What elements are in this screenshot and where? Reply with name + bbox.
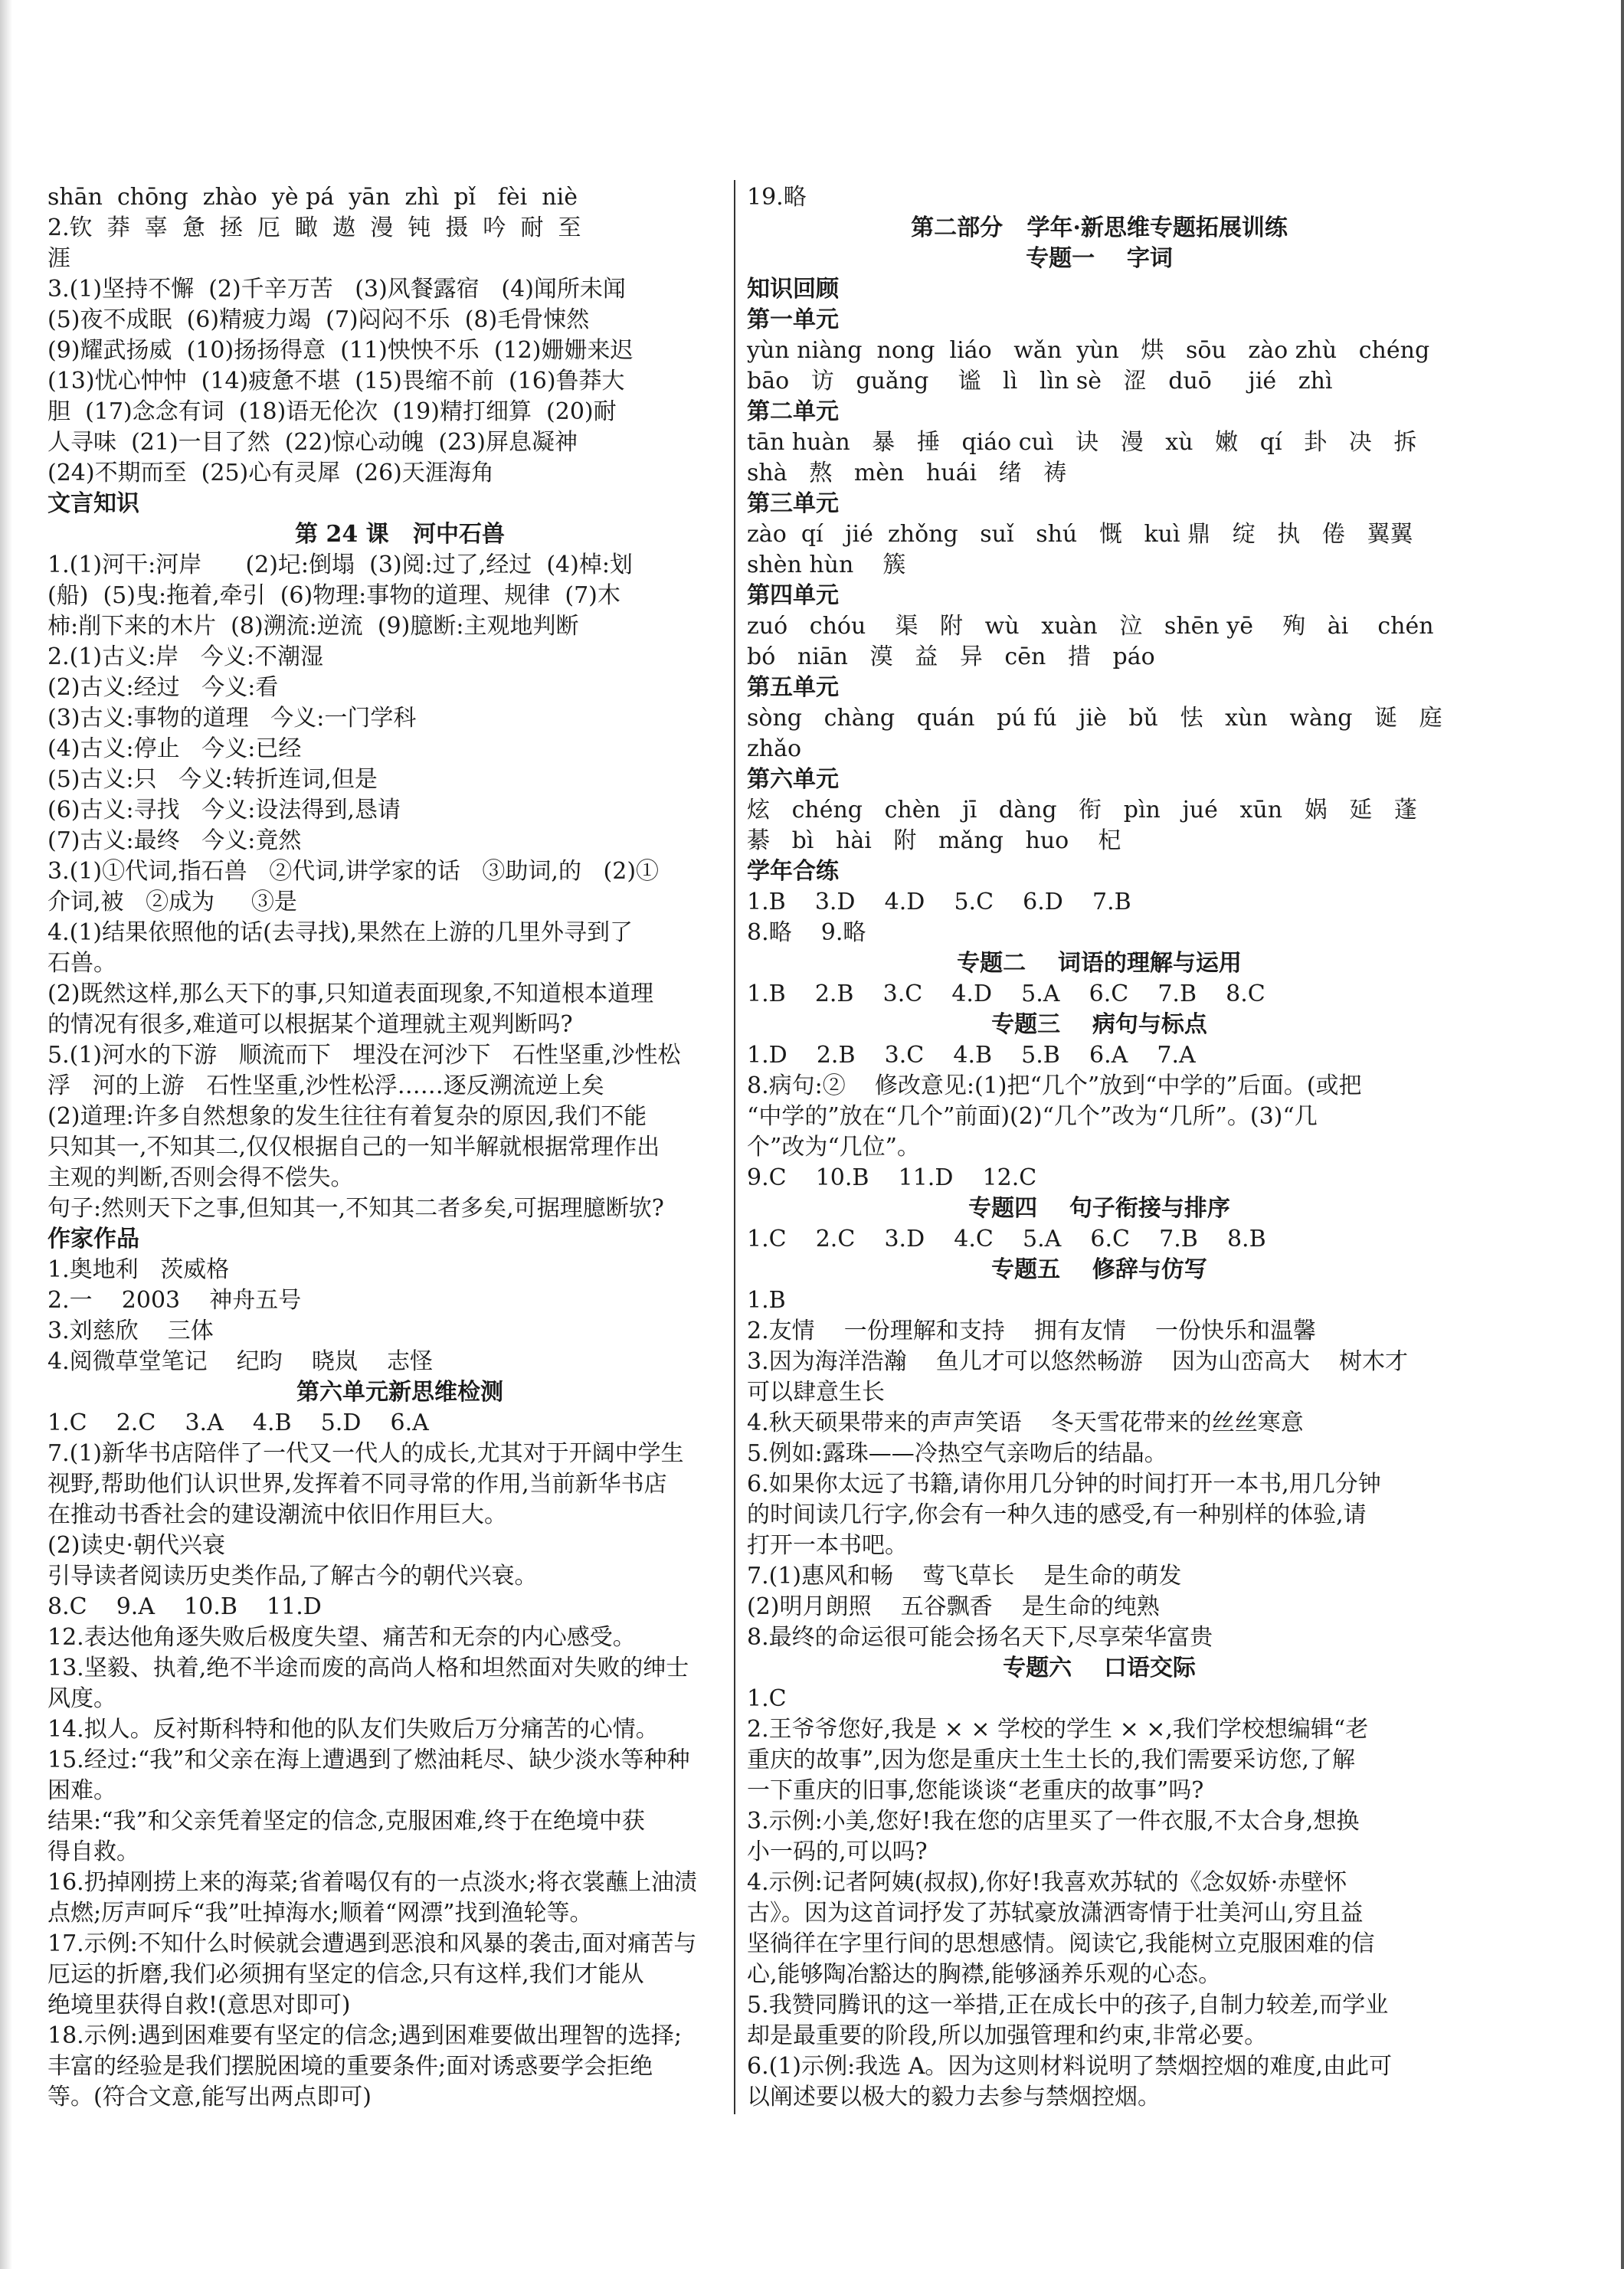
text-line: 1.B 3.D 4.D 5.C 6.D 7.B (747, 889, 1131, 915)
text-line: 却是最重要的阶段,所以加强管理和约束,非常必要。 (747, 2022, 1268, 2049)
text-line: 古》。因为这首词抒发了苏轼豪放潇洒寄情于壮美河山,穷且益 (747, 1900, 1364, 1927)
text-line: 6.如果你太远了书籍,请你用几分钟的时间打开一本书,用几分钟 (747, 1471, 1381, 1498)
text-line: 主观的判断,否则会得不偿失。 (47, 1164, 354, 1191)
text-line: 风度。 (47, 1685, 116, 1712)
text-line: 8.略 9.略 (747, 919, 866, 946)
text-line: (2)既然这样,那么天下的事,只知道表面现象,不知道根本道理 (47, 981, 654, 1007)
text-line: (6)古义:寻找 今义:设法得到,恳请 (47, 797, 401, 823)
text-line: (4)古义:停止 今义:已经 (47, 735, 302, 762)
text-line: 打开一本书吧。 (747, 1532, 908, 1559)
text-line: (2)明月朗照 五谷飘香 是生命的纯熟 (747, 1593, 1160, 1620)
section-heading: 第二单元 (747, 398, 839, 425)
text-line: 3.刘慈欣 三体 (47, 1318, 214, 1344)
text-line: 5.例如:露珠——冷热空气亲吻后的结晶。 (747, 1440, 1167, 1467)
section-title: 专题四 句子衔接与排序 (968, 1195, 1230, 1222)
text-line: 一下重庆的旧事,您能谈谈“老重庆的故事”吗? (747, 1777, 1204, 1804)
text-line: 个”改为“几位”。 (747, 1134, 921, 1161)
section-title: 专题一 字词 (1026, 245, 1173, 272)
text-line: 在推动书香社会的建设潮流中依旧作用巨大。 (47, 1501, 507, 1528)
text-line: bó niān 漠 益 异 cēn 措 páo (747, 643, 1155, 670)
text-line: 得自救。 (47, 1838, 139, 1865)
section-title: 第二部分 学年·新思维专题拓展训练 (911, 214, 1288, 241)
text-line: 厄运的折磨,我们必须拥有坚定的信念,只有这样,我们才能从 (47, 1961, 644, 1988)
text-line: 12.表达他角逐失败后极度失望、痛苦和无奈的内心感受。 (47, 1624, 636, 1651)
text-line: 心,能够陶冶豁达的胸襟,能够涵养乐观的心态。 (747, 1961, 1222, 1988)
text-line: 结果:“我”和父亲凭着坚定的信念,克服困难,终于在绝境中获 (47, 1808, 645, 1835)
text-line: (2)道理:许多自然想象的发生往往有着复杂的原因,我们不能 (47, 1103, 647, 1130)
text-line: 1.(1)河干:河岸 (2)圮:倒塌 (3)阅:过了,经过 (4)棹:划 (47, 552, 633, 578)
text-line: 1.C (747, 1685, 787, 1712)
text-line: 9.C 10.B 11.D 12.C (747, 1164, 1037, 1191)
text-line: “中学的”放在“几个”前面)(2)“几个”改为“几所”。(3)“几 (747, 1103, 1318, 1130)
text-line: shèn hùn 簇 (747, 552, 906, 578)
text-line: 人寻味 (21)一目了然 (22)惊心动魄 (23)屏息凝神 (47, 429, 578, 456)
text-line: 4.示例:记者阿姨(叔叔),你好!我喜欢苏轼的《念奴娇·赤壁怀 (747, 1869, 1347, 1896)
text-line: 引导读者阅读历史类作品,了解古今的朝代兴衰。 (47, 1563, 538, 1590)
text-line: 19.略 (747, 184, 807, 211)
text-line: zhǎo (747, 735, 802, 762)
left-column (47, 182, 752, 2113)
text-line: 2.王爷爷您好,我是 × × 学校的学生 × ×,我们学校想编辑“老 (747, 1716, 1369, 1743)
text-line: 1.D 2.B 3.C 4.B 5.B 6.A 7.A (747, 1042, 1196, 1069)
text-line: (5)夜不成眠 (6)精疲力竭 (7)闷闷不乐 (8)毛骨悚然 (47, 306, 590, 333)
text-line: 18.示例:遇到困难要有坚定的信念;遇到困难要做出理智的选择; (47, 2022, 683, 2049)
text-line: (船) (5)曳:拖着,牵引 (6)物理:事物的道理、规律 (7)木 (47, 582, 620, 609)
text-line: 小一码的,可以吗? (747, 1838, 928, 1865)
text-line: (2)古义:经过 今义:看 (47, 674, 279, 701)
section-heading: 作家作品 (47, 1226, 139, 1252)
section-heading: 学年合练 (747, 858, 839, 885)
text-line: 6.(1)示例:我选 A。因为这则材料说明了禁烟控烟的难度,由此可 (747, 2053, 1392, 2080)
text-line: 的时间读几行字,你会有一种久违的感受,有一种别样的体验,请 (747, 1501, 1367, 1528)
text-line: 石兽。 (47, 950, 116, 977)
text-line: (2)读史·朝代兴衰 (47, 1532, 226, 1559)
text-line: 3.示例:小美,您好!我在您的店里买了一件衣服,不太合身,想换 (747, 1808, 1360, 1835)
text-line: 句子:然则天下之事,但知其一,不知其二者多矣,可据理臆断欤? (47, 1195, 664, 1222)
section-title: 专题二 词语的理解与运用 (957, 950, 1242, 977)
text-line: 绝境里获得自救!(意思对即可) (47, 1992, 351, 2019)
text-line: (3)古义:事物的道理 今义:一门学科 (47, 705, 417, 732)
text-line: 涯 (47, 245, 70, 272)
text-line: 点燃;厉声呵斥“我”吐掉海水;顺着“网漂”找到渔轮等。 (47, 1900, 593, 1927)
text-line: 7.(1)惠风和畅 莺飞草长 是生命的萌发 (747, 1563, 1182, 1590)
text-line: zào qí jié zhǒng suǐ shú 慨 kuì 鼎 绽 执 倦 翼翼 (747, 521, 1413, 548)
text-line: 4.(1)结果依照他的话(去寻找),果然在上游的几里外寻到了 (47, 919, 634, 946)
text-line: 胆 (17)念念有词 (18)语无伦次 (19)精打细算 (20)耐 (47, 398, 617, 425)
text-line: 重庆的故事”,因为您是重庆土生土长的,我们需要采访您,了解 (747, 1747, 1355, 1773)
text-line: 2.钦 莽 辜 惫 拯 厄 瞰 遨 漫 钝 摄 吟 耐 至 (47, 214, 581, 241)
text-line: yùn niàng nong liáo wǎn yùn 烘 sōu zào zhù chéng (747, 337, 1430, 364)
section-heading: 文言知识 (47, 490, 139, 517)
page-edge-rule (1621, 0, 1624, 2269)
text-line: 16.扔掉刚捞上来的海菜;省着喝仅有的一点淡水;将衣裳蘸上油渍 (47, 1869, 697, 1896)
text-line: 3.因为海洋浩瀚 鱼儿才可以悠然畅游 因为山峦高大 树木才 (747, 1348, 1409, 1375)
text-line: 4.阅微草堂笔记 纪昀 晓岚 志怪 (47, 1348, 434, 1375)
page-spine-shadow (0, 0, 12, 2269)
section-heading: 知识回顾 (747, 276, 839, 303)
text-line: 1.奥地利 茨威格 (47, 1256, 230, 1283)
text-line: 浮 河的上游 石性坚重,沙性松浮……逐反溯流逆上矣 (47, 1072, 604, 1099)
text-line: 以阐述要以极大的毅力去参与禁烟控烟。 (747, 2084, 1161, 2110)
text-line: zuó chóu 渠 附 wù xuàn 泣 shēn yē 殉 ài chén (747, 613, 1434, 640)
section-title: 专题三 病句与标点 (991, 1011, 1207, 1038)
text-line: 5.我赞同腾讯的这一举措,正在成长中的孩子,自制力较差,而学业 (747, 1992, 1389, 2019)
text-line: 视野,帮助他们认识世界,发挥着不同寻常的作用,当前新华书店 (47, 1471, 667, 1498)
text-line: 15.经过:“我”和父亲在海上遭遇到了燃油耗尽、缺少淡水等种种 (47, 1747, 690, 1773)
text-line: 1.B (747, 1287, 786, 1314)
text-line: 丰富的经验是我们摆脱困境的重要条件;面对诱惑要学会拒绝 (47, 2053, 653, 2080)
text-line: 8.最终的命运很可能会扬名天下,尽享荣华富贵 (747, 1624, 1213, 1651)
text-line: 13.坚毅、执着,绝不半途而废的高尚人格和坦然面对失败的绅士 (47, 1655, 689, 1681)
text-line: 14.拟人。反衬斯科特和他的队友们失败后万分痛苦的心情。 (47, 1716, 659, 1743)
text-line: sòng chàng quán pú fú jiè bǔ 怯 xùn wàng 诞 庭 (747, 705, 1442, 732)
text-line: tān huàn 暴 捶 qiáo cuì 诀 漫 xù 嫩 qí 卦 决 拆 (747, 429, 1417, 456)
text-line: 可以肆意生长 (747, 1379, 885, 1406)
text-line: 3.(1)①代词,指石兽 ②代词,讲学家的话 ③助词,的 (2)① (47, 858, 660, 885)
section-heading: 第四单元 (747, 582, 839, 609)
text-line: 介词,被 ②成为 ③是 (47, 889, 297, 915)
text-line: 等。(符合文意,能写出两点即可) (47, 2084, 372, 2110)
text-line: shà 熬 mèn huái 绪 祷 (747, 460, 1067, 486)
column-divider (734, 180, 735, 2114)
text-line: 綦 bì hài 附 mǎng huo 杞 (747, 827, 1121, 854)
text-line: (7)古义:最终 今义:竟然 (47, 827, 302, 854)
text-line: 4.秋天硕果带来的声声笑语 冬天雪花带来的丝丝寒意 (747, 1410, 1304, 1436)
text-line: (13)忧心忡忡 (14)疲惫不堪 (15)畏缩不前 (16)鲁莽大 (47, 368, 625, 395)
text-line: 1.C 2.C 3.A 4.B 5.D 6.A (47, 1410, 429, 1436)
text-line: 2.友情 一份理解和支持 拥有友情 一份快乐和温馨 (747, 1318, 1317, 1344)
text-line: 17.示例:不知什么时候就会遭遇到恶浪和风暴的袭击,面对痛苦与 (47, 1930, 697, 1957)
section-heading: 第五单元 (747, 674, 839, 701)
text-line: 2.一 2003 神舟五号 (47, 1287, 302, 1314)
right-column (747, 182, 1452, 2113)
text-line: bāo 访 guǎng 谧 lì lìn sè 涩 duō jié zhì (747, 368, 1333, 395)
text-line: (9)耀武扬威 (10)扬扬得意 (11)怏怏不乐 (12)姗姗来迟 (47, 337, 634, 364)
text-line: (24)不期而至 (25)心有灵犀 (26)天涯海角 (47, 460, 494, 486)
text-line: 3.(1)坚持不懈 (2)千辛万苦 (3)风餐露宿 (4)闻所未闻 (47, 276, 626, 303)
text-line: 炫 chéng chèn jī dàng 衔 pìn jué xūn 娲 延 蓬 (747, 797, 1417, 823)
text-line: (5)古义:只 今义:转折连词,但是 (47, 766, 378, 793)
text-line: shān chōng zhào yè pá yān zhì pǐ fèi niè (47, 184, 578, 211)
text-line: 5.(1)河水的下游 顺流而下 埋没在河沙下 石性坚重,沙性松 (47, 1042, 681, 1069)
text-line: 1.B 2.B 3.C 4.D 5.A 6.C 7.B 8.C (747, 981, 1265, 1007)
text-line: 的情况有很多,难道可以根据某个道理就主观判断吗? (47, 1011, 573, 1038)
text-line: 8.C 9.A 10.B 11.D (47, 1593, 322, 1620)
section-title: 第 24 课 河中石兽 (295, 521, 505, 548)
text-line: 困难。 (47, 1777, 116, 1804)
text-line: 只知其一,不知其二,仅仅根据自己的一知半解就根据常理作出 (47, 1134, 660, 1161)
text-line: 柿:削下来的木片 (8)溯流:逆流 (9)臆断:主观地判断 (47, 613, 579, 640)
section-heading: 第三单元 (747, 490, 839, 517)
text-line: 1.C 2.C 3.D 4.C 5.A 6.C 7.B 8.B (747, 1226, 1266, 1252)
text-line: 坚徜徉在字里行间的思想感情。阅读它,我能树立克服困难的信 (747, 1930, 1375, 1957)
text-line: 7.(1)新华书店陪伴了一代又一代人的成长,尤其对于开阔中学生 (47, 1440, 684, 1467)
section-title: 专题五 修辞与仿写 (991, 1256, 1207, 1283)
text-line: 2.(1)古义:岸 今义:不潮湿 (47, 643, 323, 670)
section-title: 第六单元新思维检测 (296, 1379, 503, 1406)
section-title: 专题六 口语交际 (1003, 1655, 1196, 1681)
section-heading: 第一单元 (747, 306, 839, 333)
section-heading: 第六单元 (747, 766, 839, 793)
text-line: 8.病句:② 修改意见:(1)把“几个”放到“中学的”后面。(或把 (747, 1072, 1362, 1099)
